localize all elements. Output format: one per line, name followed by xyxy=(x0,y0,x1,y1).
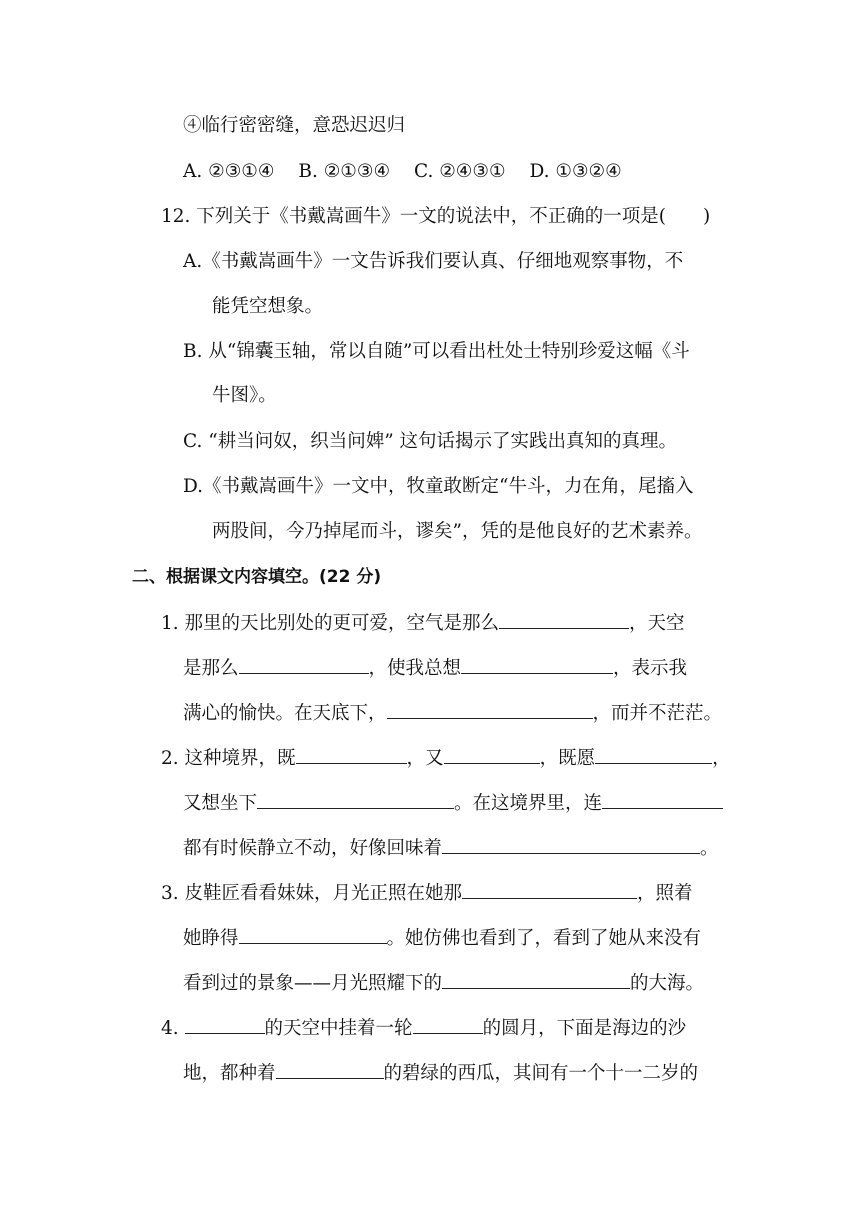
fill-3-text: 。她仿佛也看到了，看到了她从来没有 xyxy=(386,928,702,949)
q12-option-c: C. “耕当问奴，织当问婢” 这句话揭示了实践出真知的真理。 xyxy=(183,431,678,452)
fill-2-text: ，既愿 xyxy=(539,748,596,769)
answer-blank[interactable] xyxy=(296,749,407,764)
fill-3-line3 xyxy=(183,974,704,994)
answer-blank[interactable] xyxy=(413,1019,483,1034)
fill-1-text: 满心的愉快。在天底下， xyxy=(183,703,387,724)
q12-option-a-line1: A.《书戴嵩画牛》一文告诉我们要认真、仔细地观察事物，不 xyxy=(183,251,684,272)
fill-1-text: ，而并不茫茫。 xyxy=(592,703,723,724)
answer-blank[interactable] xyxy=(239,929,387,944)
answer-blank[interactable] xyxy=(185,1019,265,1034)
fill-1-text: 是那么 xyxy=(183,658,239,679)
fill-4-text: 的圆月，下面是海边的沙 xyxy=(482,1018,687,1039)
answer-blank[interactable] xyxy=(276,1064,384,1079)
fill-2-text: ， xyxy=(712,748,731,769)
q11-option-b: B. ②①③④ xyxy=(298,161,391,182)
answer-blank[interactable] xyxy=(461,659,613,674)
q12-option-b-line2: 牛图》。 xyxy=(212,385,277,406)
fill-2-text: 。 xyxy=(700,838,719,859)
answer-blank[interactable] xyxy=(602,794,723,809)
fill-2-line2 xyxy=(183,794,723,814)
answer-blank[interactable] xyxy=(499,614,629,629)
fill-1-text: ，表示我 xyxy=(613,658,688,679)
q11-option-a: A. ②③①④ xyxy=(183,161,275,182)
q11-options xyxy=(183,163,622,182)
fill-3-line2 xyxy=(183,929,701,949)
fill-3-line1 xyxy=(161,884,693,904)
fill-4-line2 xyxy=(183,1064,698,1084)
fill-1-text: ，天空 xyxy=(629,613,685,634)
fill-2-text: 又想坐下 xyxy=(183,793,258,814)
q12-stem: 12. 下列关于《书戴嵩画牛》一文的说法中，不正确的一项是( ) xyxy=(161,206,711,227)
fill-4-text: 的天空中挂着一轮 xyxy=(264,1018,413,1039)
answer-blank[interactable] xyxy=(444,749,540,764)
fill-1-text: 1. 那里的天比别处的更可爱，空气是那么 xyxy=(161,613,500,634)
q12-option-d-line1: D.《书戴嵩画牛》一文中，牧童敢断定“牛斗，力在角，尾搐入 xyxy=(183,476,694,497)
fill-2-text: ，又 xyxy=(406,748,444,769)
q12-option-d-line2: 两股间，今乃掉尾而斗，谬矣”，凭的是他良好的艺术素养。 xyxy=(212,521,703,542)
q11-option-c: C. ②④③① xyxy=(413,161,506,182)
fill-1-line1 xyxy=(161,614,685,634)
answer-blank[interactable] xyxy=(442,974,630,989)
fill-4-text: 地，都种着 xyxy=(183,1063,276,1084)
fill-4-line1 xyxy=(161,1019,686,1039)
answer-blank[interactable] xyxy=(462,884,637,899)
q12-option-a-line2: 能凭空想象。 xyxy=(212,296,324,317)
fill-2-line1 xyxy=(161,749,731,769)
answer-blank[interactable] xyxy=(257,794,454,809)
fill-2-line3 xyxy=(183,839,719,859)
fill-2-text: 2. 这种境界，既 xyxy=(161,748,296,769)
fill-1-line2 xyxy=(183,659,687,679)
fill-3-text: 看到过的景象——月光照耀下的 xyxy=(183,973,443,994)
answer-blank[interactable] xyxy=(595,749,712,764)
fill-3-text: 她睁得 xyxy=(183,928,239,949)
answer-blank[interactable] xyxy=(387,704,593,719)
q11-option-d: D. ①③②④ xyxy=(529,161,622,182)
section-2-heading: 二、根据课文内容填空。(22 分) xyxy=(132,567,382,587)
fill-4-text: 的碧绿的西瓜，其间有一个十一二岁的 xyxy=(383,1063,699,1084)
q12-option-b-line1: B. 从“锦囊玉轴，常以自随”可以看出杜处士特别珍爱这幅《斗 xyxy=(183,341,690,362)
fill-2-text: 都有时候静立不动，好像回味着 xyxy=(183,838,443,859)
fill-3-text: 3. 皮鞋匠看看妹妹，月光正照在她那 xyxy=(161,883,463,904)
fill-3-text: ，照着 xyxy=(637,883,693,904)
fill-3-text: 的大海。 xyxy=(630,973,705,994)
fill-4-text: 4. xyxy=(161,1018,185,1039)
fill-2-text: 。在这境界里，连 xyxy=(454,793,603,814)
q11-item-4: ④临行密密缝，意恐迟迟归 xyxy=(183,115,406,136)
answer-blank[interactable] xyxy=(442,839,700,854)
fill-1-text: ，使我总想 xyxy=(368,658,462,679)
fill-1-line3 xyxy=(183,704,722,724)
answer-blank[interactable] xyxy=(239,659,369,674)
